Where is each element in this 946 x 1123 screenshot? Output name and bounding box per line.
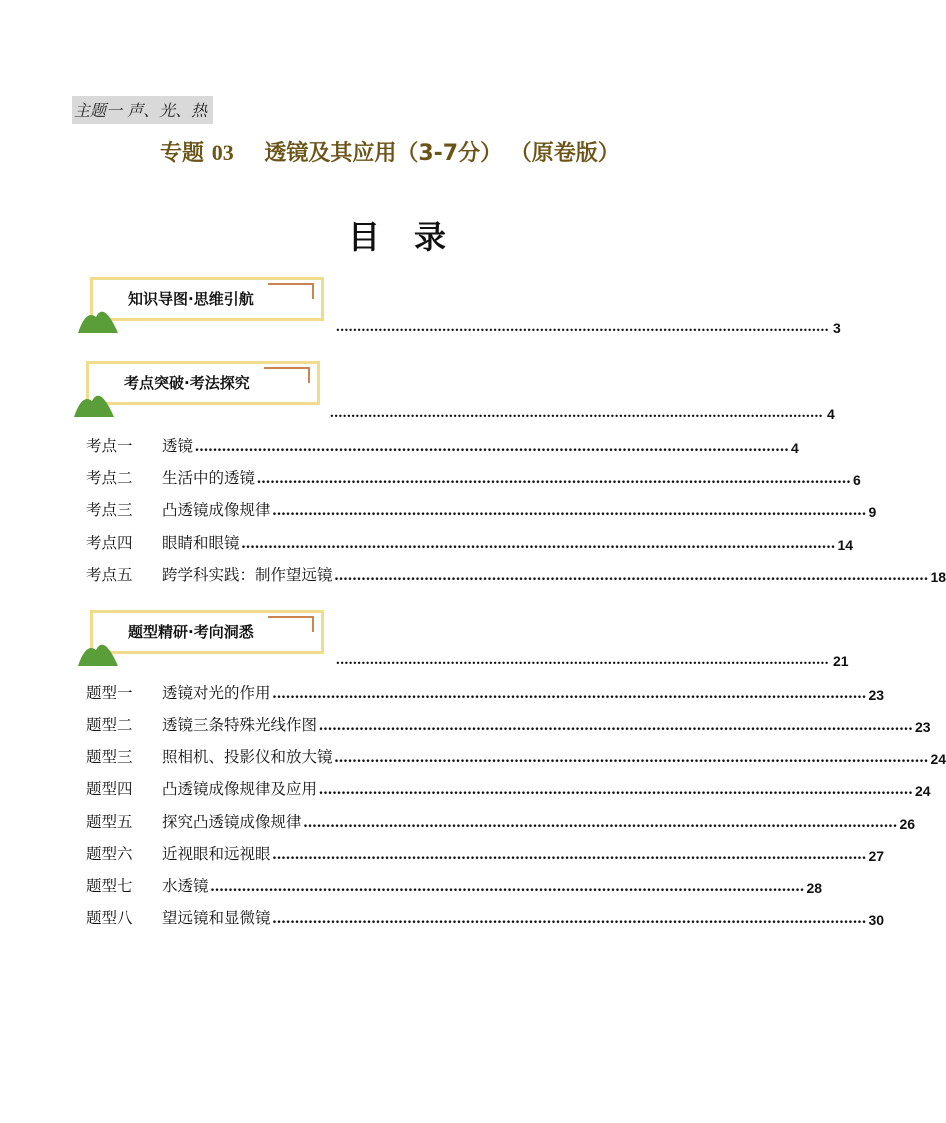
entry-text: 透镜	[162, 437, 194, 455]
entry-label: 考点二	[86, 469, 133, 487]
page-number: 23	[868, 687, 885, 703]
title-number: 03	[211, 140, 234, 165]
entry-text: 水透镜	[162, 877, 209, 895]
hills-icon	[78, 632, 122, 666]
banner-label: 考点突破·考法探究	[124, 374, 250, 392]
entry-label: 题型七	[86, 877, 133, 895]
entry-label: 题型五	[86, 813, 133, 831]
dot-leader: ....................................................................................................................................	[272, 685, 867, 702]
dot-leader: ....................................................................................................................................	[272, 846, 867, 863]
entry-label: 考点一	[86, 437, 133, 455]
entry-text: 照相机、投影仪和放大镜	[162, 748, 333, 766]
page-number: 21	[833, 653, 849, 669]
entry-label: 题型八	[86, 909, 133, 927]
banner-label: 题型精研·考向洞悉	[128, 623, 254, 641]
entry-label: 题型六	[86, 845, 133, 863]
dot-leader: ....................................................................................................................	[336, 319, 829, 335]
page-number: 9	[868, 504, 877, 520]
entry-text: 生活中的透镜	[162, 469, 256, 487]
dot-leader: ....................................................................................................................................	[334, 749, 929, 766]
toc-entry[interactable]	[86, 529, 854, 553]
toc-entry[interactable]	[86, 808, 916, 832]
dot-leader: ....................................................................................................................................	[195, 438, 790, 455]
title-main: 透镜及其应用（3-7分）	[264, 141, 503, 166]
banner-label: 知识导图·思维引航	[128, 290, 254, 308]
toc-entry[interactable]	[86, 561, 946, 585]
section-dotline[interactable]	[336, 314, 841, 336]
entry-label: 考点三	[86, 501, 133, 519]
page-number: 26	[899, 816, 916, 832]
entry-text: 凸透镜成像规律及应用	[162, 780, 318, 798]
entry-text: 近视眼和远视眼	[162, 845, 271, 863]
entry-label: 题型三	[86, 748, 133, 766]
toc-entry[interactable]	[86, 432, 799, 456]
entry-label: 题型一	[86, 684, 133, 702]
dot-leader: ....................................................................................................................................	[272, 502, 867, 519]
hills-icon	[74, 383, 118, 417]
dot-leader: ....................................................................................................................................	[319, 717, 914, 734]
entry-text: 眼睛和眼镜	[162, 534, 240, 552]
section-banner-exam-points[interactable]	[80, 361, 330, 415]
dot-leader: ....................................................................................................................................	[257, 470, 852, 487]
title-suffix: （原卷版）	[509, 141, 620, 166]
entry-label: 题型四	[86, 780, 133, 798]
main-title	[160, 136, 620, 167]
page-number: 28	[806, 880, 823, 896]
page-number: 14	[837, 537, 854, 553]
dot-leader: ....................................................................................................................	[330, 405, 823, 421]
dot-leader: ....................................................................................................................................	[241, 535, 836, 552]
dot-leader: ....................................................................................................................................	[303, 814, 898, 831]
toc-entry[interactable]	[86, 743, 946, 767]
entry-label: 题型二	[86, 716, 133, 734]
toc-entry[interactable]	[86, 872, 823, 896]
toc-entry[interactable]	[86, 840, 885, 864]
page-number: 30	[868, 912, 885, 928]
entry-label: 考点五	[86, 566, 133, 584]
topic-tag: 主题一 声、光、热	[72, 96, 213, 124]
toc-entry[interactable]	[86, 711, 931, 735]
page-number: 24	[915, 783, 931, 799]
toc-title: 目录	[347, 218, 480, 256]
section-banner-knowledge-map[interactable]	[84, 277, 334, 331]
page-number: 23	[915, 719, 931, 735]
toc-entry[interactable]	[86, 464, 861, 488]
toc-entry[interactable]	[86, 904, 885, 928]
entry-text: 透镜三条特殊光线作图	[162, 716, 318, 734]
dot-leader: ....................................................................................................................................	[272, 910, 867, 927]
toc-entry[interactable]	[86, 775, 931, 799]
title-prefix: 专题	[160, 141, 205, 166]
page-number: 4	[827, 406, 835, 422]
dot-leader: ....................................................................................................................................	[334, 567, 929, 584]
section-dotline[interactable]	[330, 400, 835, 422]
page-number: 4	[791, 440, 799, 456]
dot-leader: ....................................................................................................................................	[319, 781, 914, 798]
entry-text: 跨学科实践：制作望远镜	[162, 566, 333, 584]
entry-label: 考点四	[86, 534, 133, 552]
entry-text: 望远镜和显微镜	[162, 909, 271, 927]
entry-text: 凸透镜成像规律	[162, 501, 271, 519]
hills-icon	[78, 299, 122, 333]
toc-entry[interactable]	[86, 496, 877, 520]
section-dotline[interactable]	[336, 647, 849, 669]
page-number: 24	[930, 751, 946, 767]
toc-entry[interactable]	[86, 679, 885, 703]
page-number: 18	[930, 569, 946, 585]
section-banner-question-types[interactable]	[84, 610, 334, 664]
dot-leader: ....................................................................................................................	[336, 652, 829, 668]
page-number: 3	[833, 320, 841, 336]
entry-text: 探究凸透镜成像规律	[162, 813, 302, 831]
page-number: 6	[853, 472, 861, 488]
page-number: 27	[868, 848, 885, 864]
dot-leader: ....................................................................................................................................	[210, 878, 805, 895]
entry-text: 透镜对光的作用	[162, 684, 271, 702]
